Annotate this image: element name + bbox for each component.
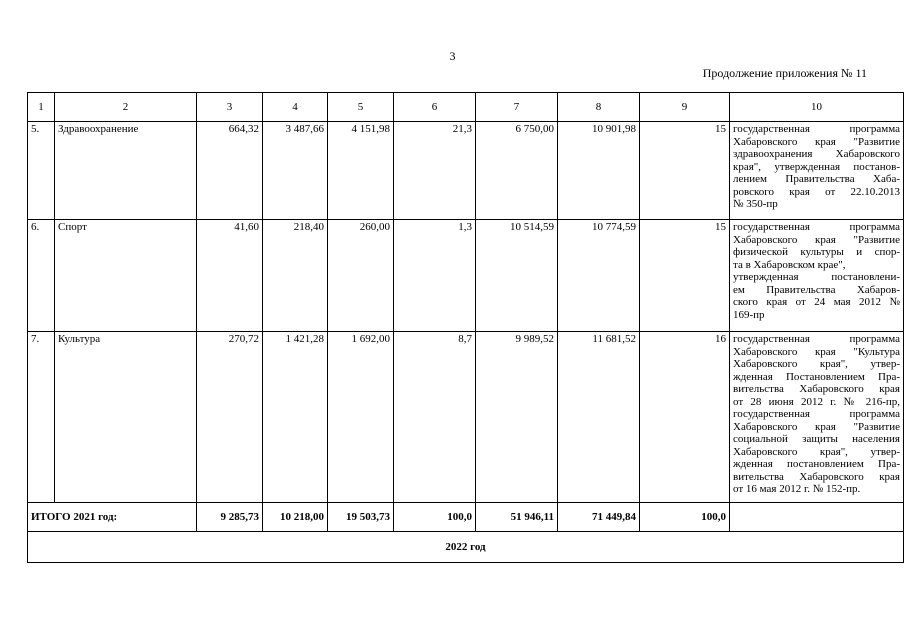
- cell-value: 4 151,98: [328, 122, 394, 220]
- description-line: Хабаровского края "Развитие: [733, 420, 900, 433]
- description-line: Хабаровского края "Развитие: [733, 135, 900, 148]
- table-row: [28, 220, 904, 332]
- cell-value: 6 750,00: [476, 122, 558, 220]
- description-line: ского края от 24 мая 2012 №: [733, 296, 900, 308]
- row-number: 6.: [28, 220, 55, 332]
- table-row: [28, 332, 904, 503]
- description-line: утвержденная постановлени-: [733, 271, 900, 283]
- cell-value: 1 692,00: [328, 332, 394, 503]
- cell-value: 1,3: [394, 220, 476, 332]
- column-header: 6: [394, 93, 476, 122]
- cell-value: 1 421,28: [263, 332, 328, 503]
- description-line: ровского края от 22.10.2013: [733, 185, 900, 198]
- description-line: государственная программа: [733, 333, 900, 345]
- column-header: 1: [28, 93, 55, 122]
- column-header: 9: [640, 93, 730, 122]
- total-value: 100,0: [640, 503, 730, 532]
- description-line: края", утвержденная постанов-: [733, 160, 900, 173]
- total-value: 71 449,84: [558, 503, 640, 532]
- total-value: 100,0: [394, 503, 476, 532]
- description-line: государственная программа: [733, 123, 900, 135]
- description-line: 169-пр: [733, 308, 765, 321]
- cell-value: 11 681,52: [558, 332, 640, 503]
- cell-value: 8,7: [394, 332, 476, 503]
- description-line: здравоохранения Хабаровского: [733, 148, 900, 160]
- cell-value: 270,72: [197, 332, 263, 503]
- total-value: 19 503,73: [328, 503, 394, 532]
- total-value: 9 285,73: [197, 503, 263, 532]
- total-value: 51 946,11: [476, 503, 558, 532]
- row-name: Культура: [55, 332, 197, 503]
- cell-value: 15: [640, 122, 730, 220]
- row-number: 5.: [28, 122, 55, 220]
- description-line: вительства Хабаровского края: [733, 470, 900, 483]
- cell-value: 10 774,59: [558, 220, 640, 332]
- page-number: 3: [449, 49, 456, 63]
- description-line: лением Правительства Хаба-: [733, 173, 900, 185]
- description-line: государственная программа: [733, 221, 900, 233]
- cell-value: 9 989,52: [476, 332, 558, 503]
- description-line: та в Хабаровском крае",: [733, 258, 846, 271]
- total-empty-cell: [730, 503, 904, 532]
- cell-value: 3 487,66: [263, 122, 328, 220]
- total-value: 10 218,00: [263, 503, 328, 532]
- row-name: Спорт: [55, 220, 197, 332]
- description-line: жденная постановлением Пра-: [733, 458, 900, 470]
- description-line: государственная программа: [733, 408, 900, 420]
- description-line: от 16 мая 2012 г. № 152-пр.: [733, 483, 861, 495]
- column-header: 7: [476, 93, 558, 122]
- cell-value: 21,3: [394, 122, 476, 220]
- cell-value: 664,32: [197, 122, 263, 220]
- cell-value: 41,60: [197, 220, 263, 332]
- column-header: 8: [558, 93, 640, 122]
- cell-value: 218,40: [263, 220, 328, 332]
- row-name: Здравоохранение: [55, 122, 197, 220]
- column-header: 2: [55, 93, 197, 122]
- description-line: физической культуры и спор-: [733, 246, 900, 258]
- year-heading: 2022 год: [28, 532, 904, 563]
- row-description: [730, 122, 904, 220]
- table-row: [28, 122, 904, 220]
- cell-value: 10 514,59: [476, 220, 558, 332]
- column-header: 10: [730, 93, 904, 122]
- column-header: 4: [263, 93, 328, 122]
- description-line: жденная Постановлением Пра-: [733, 370, 900, 383]
- column-header: 3: [197, 93, 263, 122]
- row-number: 7.: [28, 332, 55, 503]
- total-label: ИТОГО 2021 год:: [28, 503, 197, 532]
- description-line: Хабаровского края "Культура: [733, 345, 900, 358]
- description-line: Хабаровского края", утвер-: [733, 445, 900, 458]
- cell-value: 16: [640, 332, 730, 503]
- description-line: социальной защиты населения: [733, 433, 900, 445]
- cell-value: 10 901,98: [558, 122, 640, 220]
- description-line: ем Правительства Хабаров-: [733, 283, 900, 296]
- description-line: Хабаровского края "Развитие: [733, 233, 900, 246]
- description-line: № 350-пр: [733, 198, 778, 210]
- column-header: 5: [328, 93, 394, 122]
- description-line: вительства Хабаровского края: [733, 383, 900, 395]
- cell-value: 15: [640, 220, 730, 332]
- row-description: [730, 332, 904, 503]
- table-header-row: [28, 93, 904, 122]
- total-row: [28, 503, 904, 532]
- description-line: от 28 июня 2012 г. № 216-пр,: [733, 395, 900, 408]
- description-line: Хабаровского края", утвер-: [733, 358, 900, 370]
- appendix-note: Продолжение приложения № 11: [702, 66, 867, 80]
- cell-value: 260,00: [328, 220, 394, 332]
- data-table: [27, 92, 904, 563]
- row-description: [730, 220, 904, 332]
- year-row: [28, 532, 904, 563]
